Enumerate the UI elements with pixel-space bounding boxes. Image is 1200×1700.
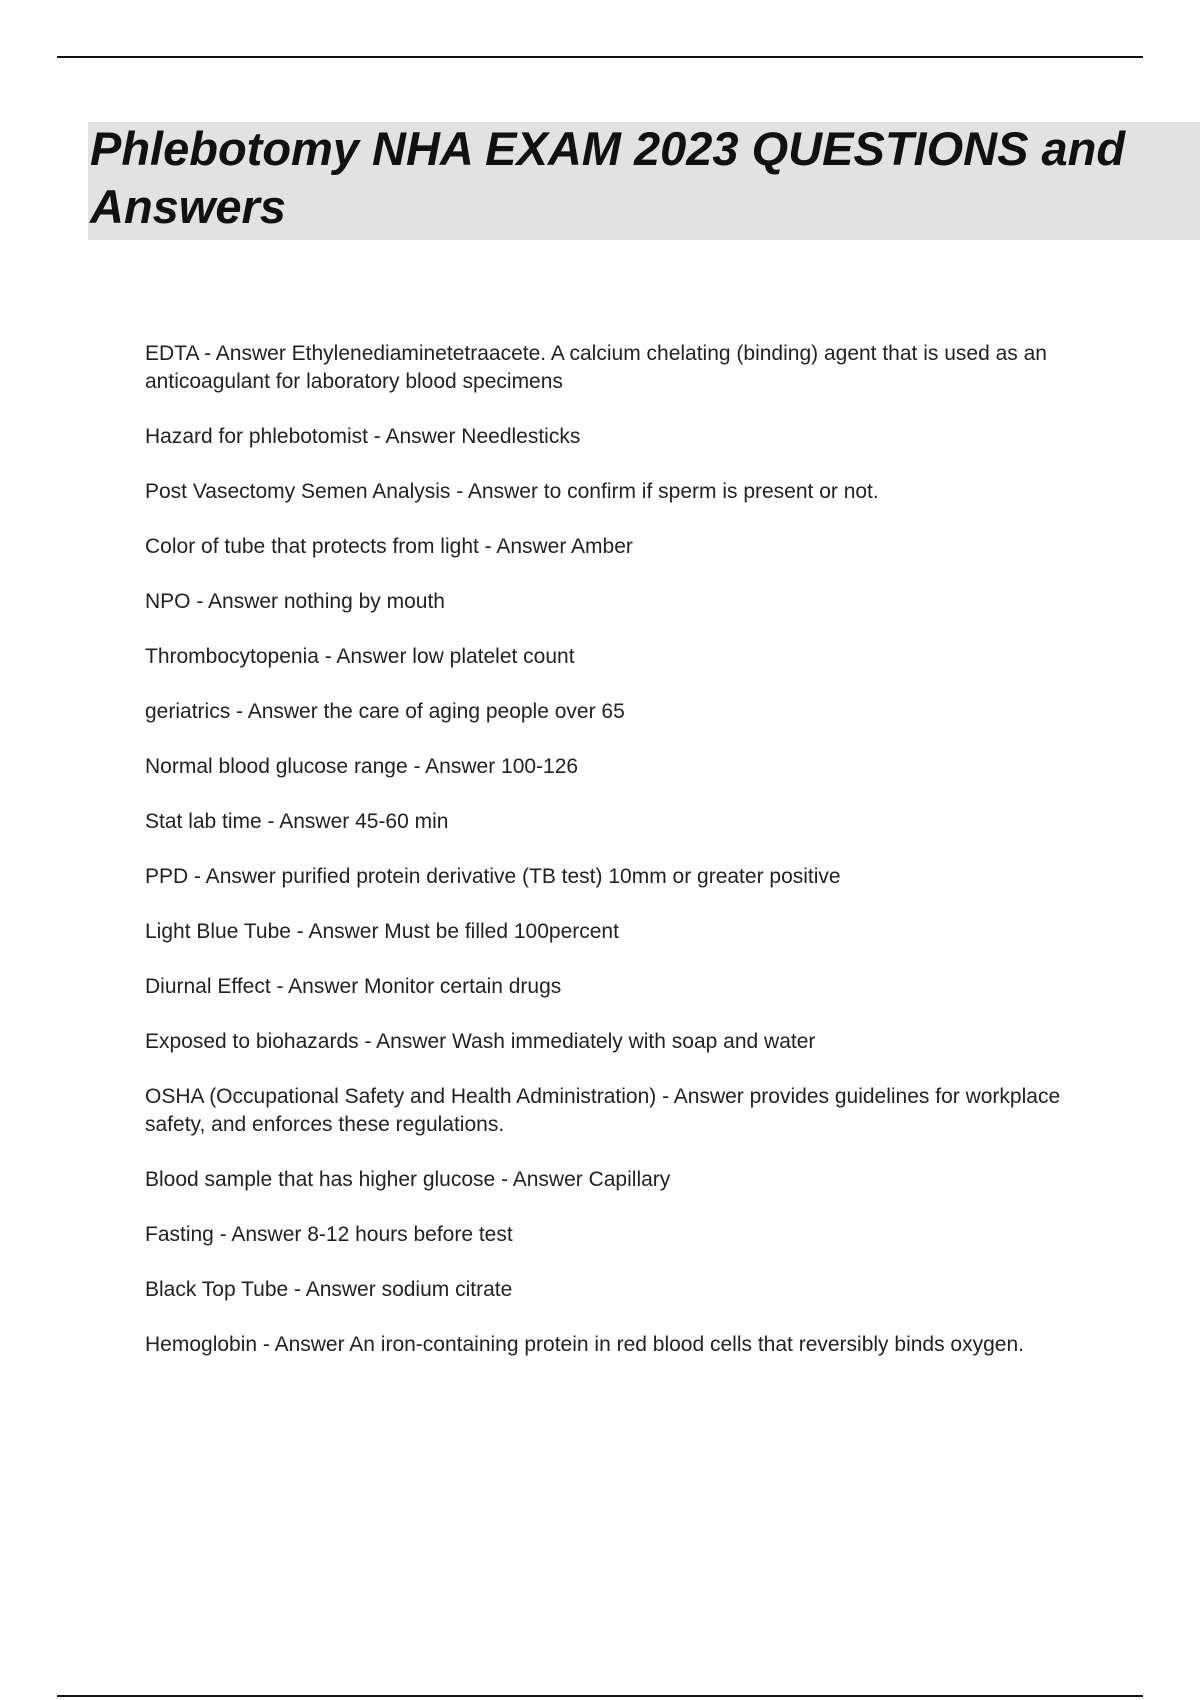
qa-item: PPD - Answer purified protein derivative (TB test) 10mm or greater positive [145, 865, 841, 888]
qa-item: EDTA - Answer Ethylenediaminetetraacete. A calcium chelating (binding) agent that is used as an anticoagulant for laboratory blood specimens [145, 342, 1047, 393]
qa-item: Exposed to biohazards - Answer Wash immediately with soap and water [145, 1030, 816, 1053]
qa-item: Black Top Tube - Answer sodium citrate [145, 1278, 513, 1301]
qa-item: Post Vasectomy Semen Analysis - Answer to confirm if sperm is present or not. [145, 480, 879, 503]
qa-item: Stat lab time - Answer 45-60 min [145, 810, 449, 833]
page-title: Phlebotomy NHA EXAM 2023 QUESTIONS and Answers [90, 122, 1126, 233]
qa-item: geriatrics - Answer the care of aging people over 65 [145, 700, 625, 723]
qa-item: Blood sample that has higher glucose - Answer Capillary [145, 1168, 671, 1191]
qa-item: Color of tube that protects from light - Answer Amber [145, 535, 633, 558]
qa-item: Light Blue Tube - Answer Must be filled 100percent [145, 920, 619, 943]
qa-item: OSHA (Occupational Safety and Health Administration) - Answer provides guidelines for workplace safety, and enforces these regulations. [145, 1085, 1061, 1136]
top-divider [57, 56, 1143, 58]
qa-item: Thrombocytopenia - Answer low platelet count [145, 645, 575, 668]
qa-item: Normal blood glucose range - Answer 100-126 [145, 755, 579, 778]
qa-list [145, 340, 1105, 1386]
qa-item: NPO - Answer nothing by mouth [145, 590, 445, 613]
qa-item: Fasting - Answer 8-12 hours before test [145, 1223, 513, 1246]
qa-item: Diurnal Effect - Answer Monitor certain drugs [145, 975, 562, 998]
qa-item: Hazard for phlebotomist - Answer Needlesticks [145, 425, 581, 448]
bottom-divider [57, 1695, 1143, 1697]
qa-item: Hemoglobin - Answer An iron-containing protein in red blood cells that reversibly binds oxygen. [145, 1333, 1024, 1356]
